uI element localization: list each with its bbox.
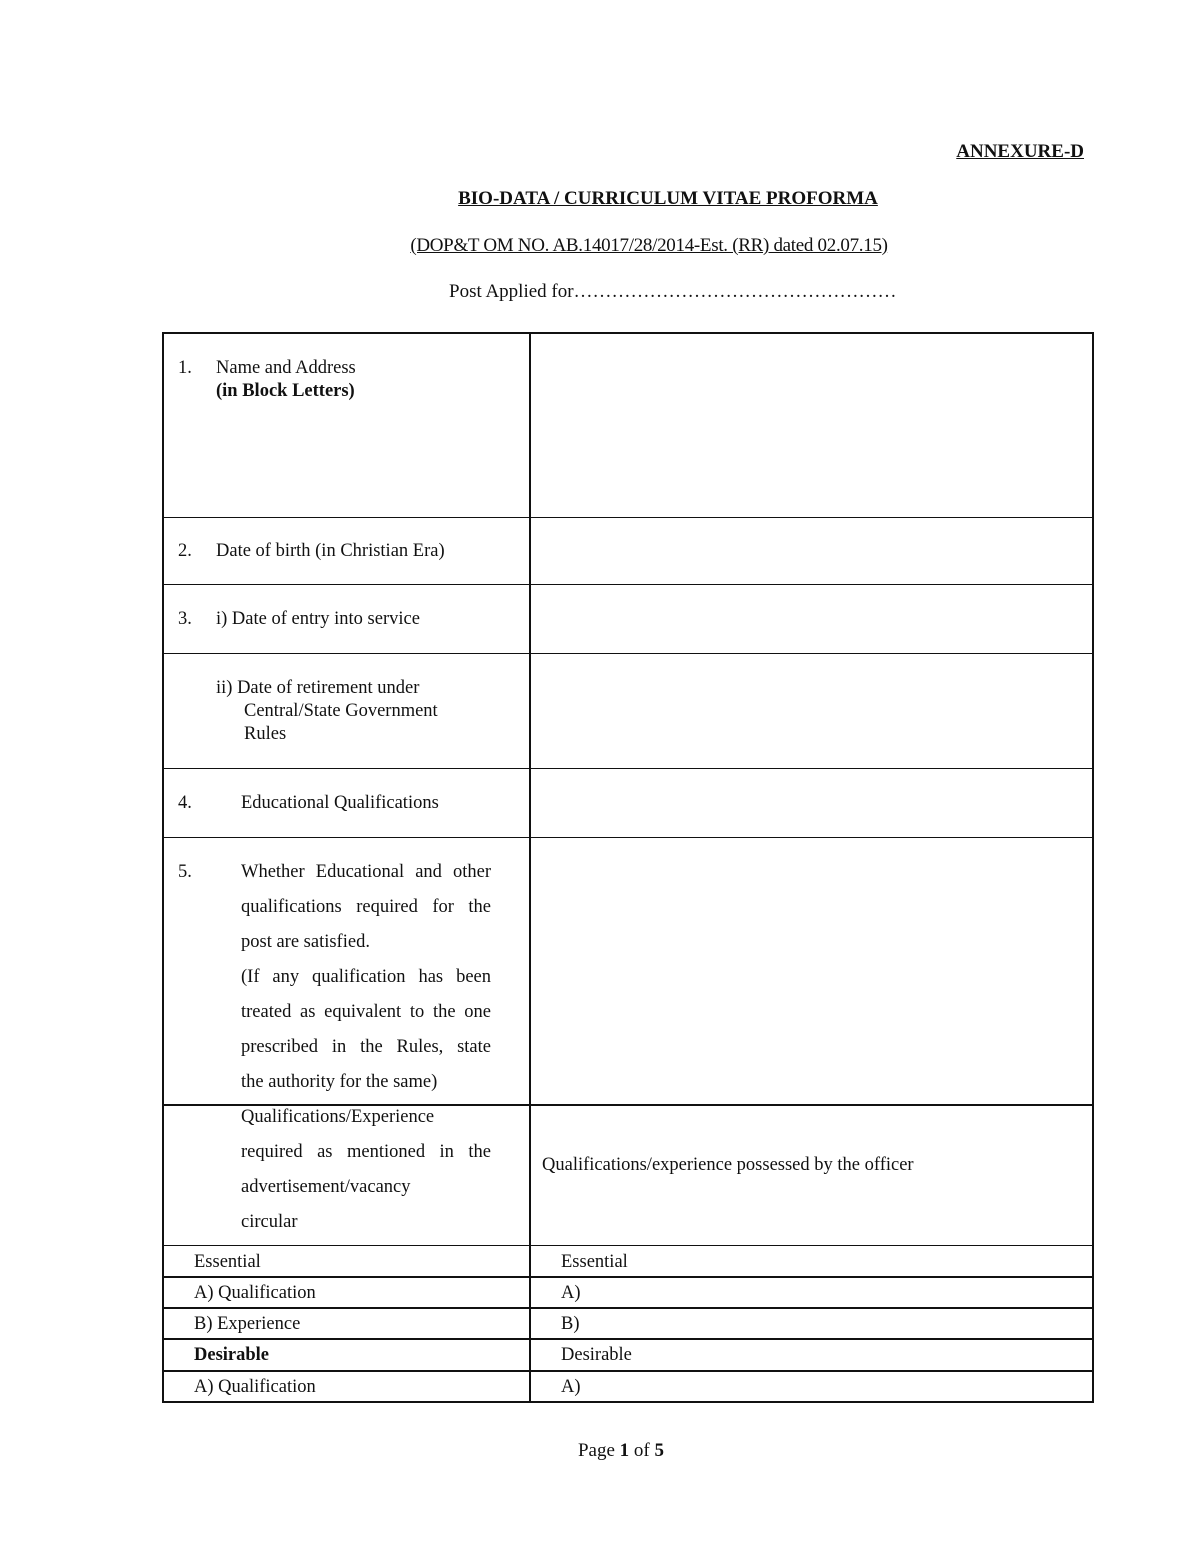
row-divider [162,1276,1094,1278]
row-6-left-line-3: advertisement/vacancy [241,1177,411,1197]
row-5-line-6: prescribed in the Rules, state [241,1037,491,1057]
row-3-number: 3. [178,609,192,629]
row-2-number: 2. [178,541,192,561]
row-5-number: 5. [178,862,192,882]
row-3b-line-2: Central/State Government [244,701,438,721]
row-1-number: 1. [178,358,192,378]
date-of-birth-input[interactable] [531,518,1092,584]
row-divider [162,1245,1094,1246]
page-number [0,1440,1200,1462]
table-border-left [162,332,164,1403]
biodata-table [162,332,1094,1403]
row-3b-line-1: ii) Date of retirement under [216,678,420,698]
row-1-label: Name and Address [216,358,356,378]
name-address-input[interactable] [531,334,1092,517]
essential-left: Essential [194,1252,261,1272]
desirable-qualification-value[interactable]: A) [561,1377,581,1397]
row-6-right-header: Qualifications/experience possessed by the officer [542,1155,914,1175]
row-divider [162,1370,1094,1372]
page-total: 5 [654,1440,664,1461]
row-4-label: Educational Qualifications [241,793,439,813]
row-4-number: 4. [178,793,192,813]
row-3-label: i) Date of entry into service [216,609,420,629]
reference-line: (DOP&T OM NO. AB.14017/28/2014-Est. (RR) dated 02.07.15) [410,235,888,256]
page-current: 1 [619,1440,630,1461]
desirable-right: Desirable [561,1345,632,1365]
desirable-left: Desirable [194,1345,270,1365]
post-applied-for: Post Applied for…………………………………………… [449,281,897,302]
date-of-entry-input[interactable] [531,585,1092,653]
date-of-retirement-input[interactable] [531,654,1092,768]
essential-experience-label: B) Experience [194,1314,301,1334]
row-divider [162,1338,1094,1340]
essential-experience-value[interactable]: B) [561,1314,580,1334]
row-1-sublabel: (in Block Letters) [216,381,355,401]
qualifications-satisfied-input[interactable] [531,838,1092,1104]
page-of: of [629,1440,655,1461]
form-title: BIO-DATA / CURRICULUM VITAE PROFORMA [458,188,878,209]
essential-right: Essential [561,1252,628,1272]
educational-qualifications-input[interactable] [531,769,1092,837]
row-5-line-2: qualifications required for the [241,897,491,917]
row-6-left-line-4: circular [241,1212,298,1232]
table-border-right [1092,332,1094,1403]
page-prefix: Page [577,1440,620,1461]
row-divider [162,1307,1094,1309]
row-5-line-5: treated as equivalent to the one [241,1002,491,1022]
essential-qualification-value[interactable]: A) [561,1283,581,1303]
row-2-label: Date of birth (in Christian Era) [216,541,445,561]
row-5-line-7: the authority for the same) [241,1072,438,1092]
table-border-bottom [162,1401,1094,1403]
annexure-label: ANNEXURE-D [956,141,1084,162]
row-6-left-line-1: Qualifications/Experience [241,1107,435,1127]
row-3b-line-3: Rules [244,724,287,744]
essential-qualification-label: A) Qualification [194,1283,316,1303]
row-5-line-4: (If any qualification has been [241,967,491,987]
row-5-line-3: post are satisfied. [241,932,370,952]
row-6-left-line-2: required as mentioned in the [241,1142,491,1162]
desirable-qualification-label: A) Qualification [194,1377,316,1397]
row-5-line-1: Whether Educational and other [241,862,491,882]
